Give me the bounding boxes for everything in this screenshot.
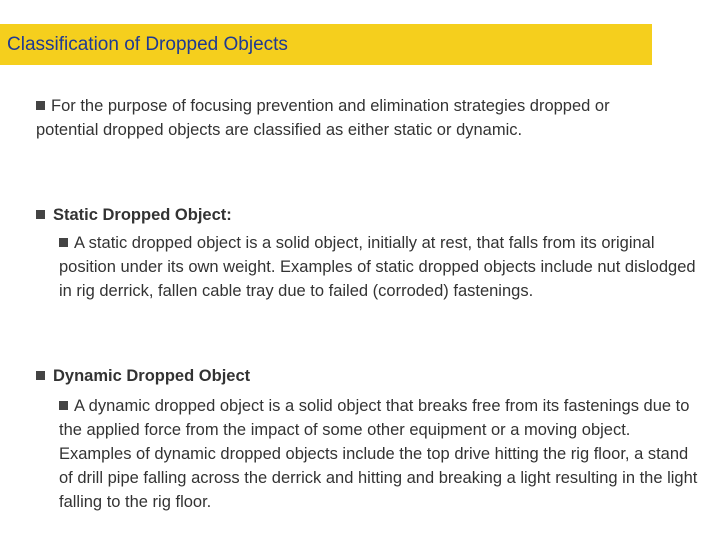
slide-title: Classification of Dropped Objects <box>7 34 288 55</box>
square-bullet-icon <box>59 238 68 247</box>
title-bar <box>0 24 652 65</box>
static-description-bullet <box>59 231 704 303</box>
dynamic-description: A dynamic dropped object is a solid object that breaks free from its fastenings due to the applied force from the impact of some other equipment or a moving object. Examples of dynamic dropped objects include the top drive hitting the rig floor, a stand of drill pipe falling across the derrick and hitting and breaking a light resulting in the light falling to the rig floor. <box>59 397 698 511</box>
dynamic-heading: Dynamic Dropped Object <box>53 367 251 385</box>
dynamic-heading-bullet <box>36 364 676 388</box>
intro-text: For the purpose of focusing prevention and elimination strategies dropped or potential dropped objects are classified as either static or dynamic. <box>36 97 610 139</box>
static-description: A static dropped object is a solid object, initially at rest, that falls from its original position under its own weight. Examples of static dropped objects include nut dislodged in rig derrick, fallen cable tray due to failed (corroded) fastenings. <box>59 234 696 300</box>
static-heading: Static Dropped Object: <box>53 206 232 224</box>
square-bullet-icon <box>36 210 45 219</box>
dynamic-description-bullet <box>59 394 704 514</box>
square-bullet-icon <box>36 371 45 380</box>
square-bullet-icon <box>36 101 45 110</box>
square-bullet-icon <box>59 401 68 410</box>
static-heading-bullet <box>36 203 676 227</box>
intro-bullet <box>36 94 666 142</box>
